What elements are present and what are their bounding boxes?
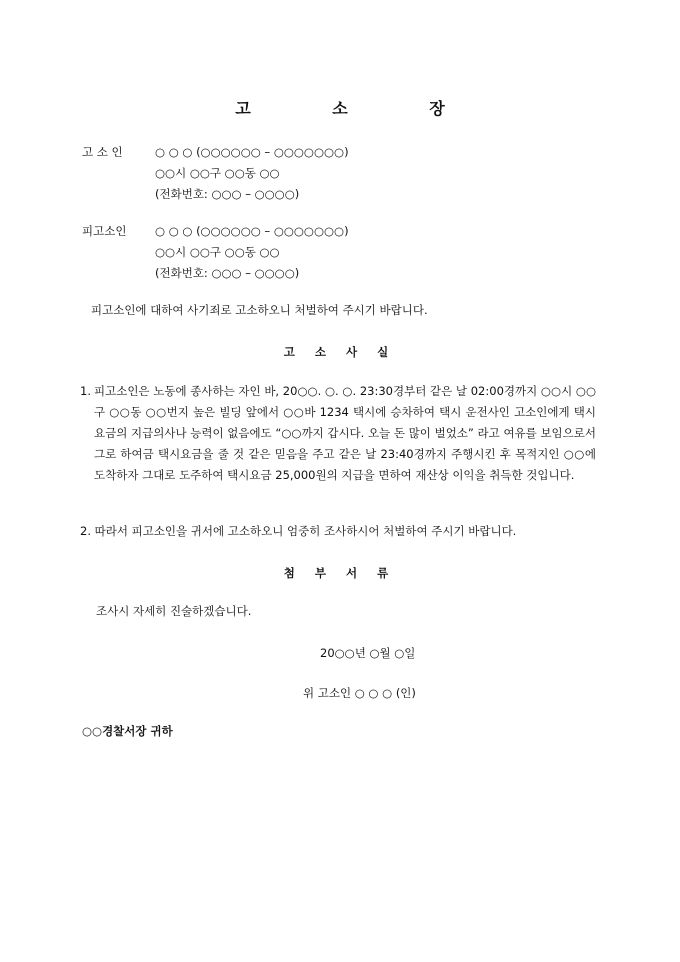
defendant-address: ○○시 ○○구 ○○동 ○○ (155, 245, 280, 259)
recipient: ○○경찰서장 귀하 (82, 724, 173, 738)
complainant-label: 고 소 인 (82, 145, 123, 159)
attachments-text: 조사시 자세히 진술하겠습니다. (96, 604, 252, 618)
document-title: 고 소 장 (235, 99, 483, 118)
complaint-request: 피고소인에 대하여 사기죄로 고소하오니 처벌하여 주시기 바랍니다. (91, 303, 428, 317)
defendant-label: 피고소인 (82, 224, 127, 238)
facts-heading: 고 소 사 실 (283, 345, 397, 359)
complainant-block (82, 142, 349, 205)
complainant-address: ○○시 ○○구 ○○동 ○○ (155, 166, 280, 180)
fact-1-number: 1. (80, 384, 91, 398)
facts-list (80, 381, 596, 486)
defendant-block (82, 221, 349, 284)
fact-1-text: 피고소인은 노동에 종사하는 자인 바, 20○○. ○. ○. 23:30경부터 같은 날 02:00경까지 ○○시 ○○구 ○○동 ○○번지 높은 빌딩 앞에서 ○○바 1234 택시에 승차하여 택시 운전사인 고소인에게 택시요금의 지급의사나 능력이 없음에도 “○○까지 갑시다. 오늘 돈 많이 벌었소” 라고 여유를 보임으로서 그로 하여금 택시요금을 줄 것 같은 믿음을 주고 같은 날 23:40경까지 주행시킨 후 목적지인 ○○에 도착하자 그대로 도주하여 택시요금 25,000원의 지급을 면하여 재산상 이익을 취득한 것입니다. (94, 384, 596, 482)
complainant-phone: (전화번호: ○○○ – ○○○○) (155, 187, 300, 201)
signer-line: 위 고소인 ○ ○ ○ (인) (303, 686, 416, 700)
fact-item-1 (80, 381, 596, 486)
defendant-phone: (전화번호: ○○○ – ○○○○) (155, 266, 300, 280)
document-date: 20○○년 ○월 ○일 (320, 646, 416, 660)
complainant-name: ○ ○ ○ (○○○○○○ – ○○○○○○○) (155, 145, 349, 159)
defendant-name: ○ ○ ○ (○○○○○○ – ○○○○○○○) (155, 224, 349, 238)
attachments-heading: 첨 부 서 류 (283, 566, 397, 580)
fact-item-2: 2. 따라서 피고소인을 귀서에 고소하오니 엄중히 조사하시어 처벌하여 주시기 바랍니다. (80, 524, 517, 538)
